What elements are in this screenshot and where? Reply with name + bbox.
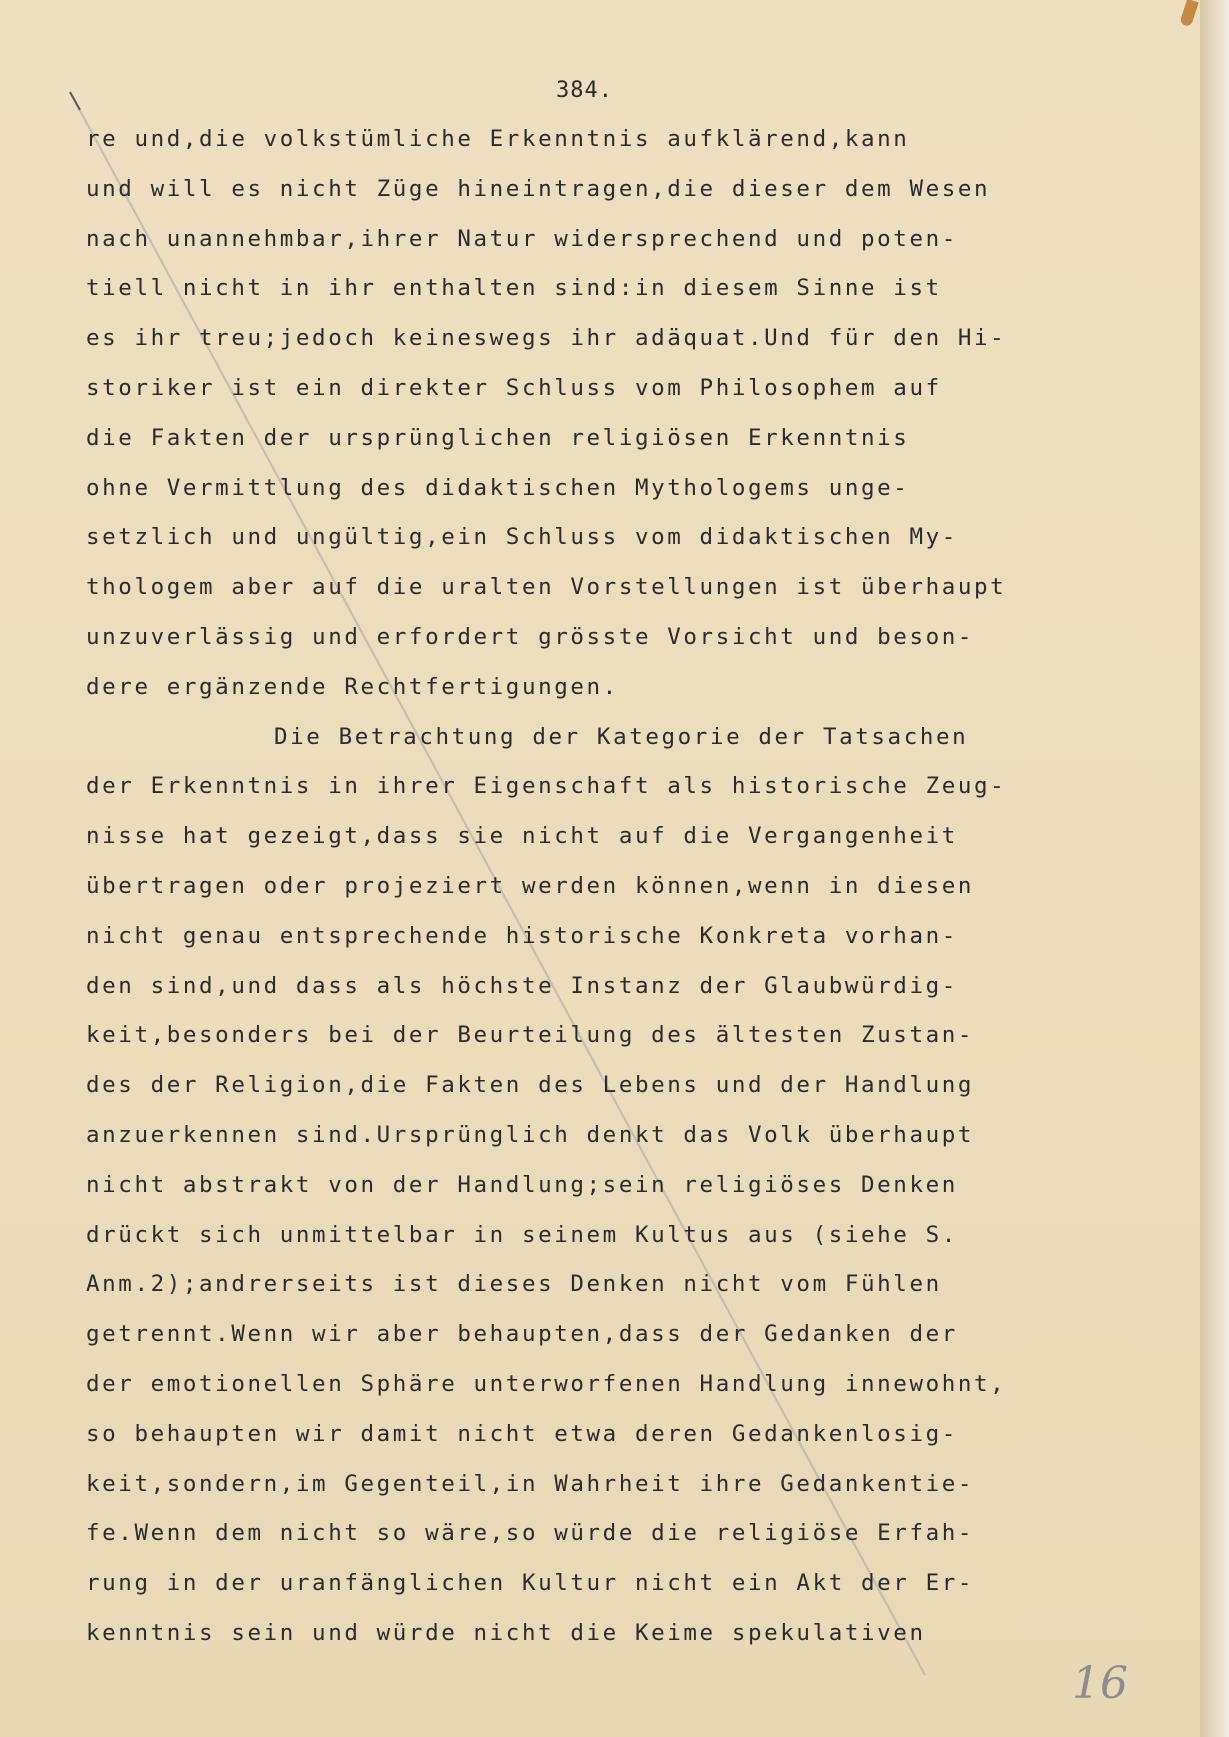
text-line: der emotionellen Sphäre unterworfenen Handlung innewohnt, (86, 1370, 1007, 1397)
text-line: setzlich und ungültig,ein Schluss vom didaktischen My- (86, 524, 958, 551)
text-line: fe.Wenn dem nicht so wäre,so würde die religiöse Erfah- (86, 1520, 975, 1547)
text-line: keit,besonders bei der Beurteilung des ältesten Zustan- (86, 1022, 975, 1049)
text-line: es ihr treu;jedoch keineswegs ihr adäquat.Und für den Hi- (86, 325, 1007, 352)
page-fold-edge (1200, 0, 1229, 1737)
text-line: unzuverlässig und erfordert grösste Vorsicht und beson- (86, 623, 975, 650)
text-line: anzuerkennen sind.Ursprünglich denkt das Volk überhaupt (86, 1121, 975, 1148)
text-line: tiell nicht in ihr enthalten sind:in diesem Sinne ist (86, 275, 942, 302)
text-line: nach unannehmbar,ihrer Natur widersprechend und poten- (86, 225, 958, 252)
text-line: so behaupten wir damit nicht etwa deren Gedankenlosig- (86, 1420, 958, 1447)
page-number: 384. (556, 78, 613, 103)
text-line: und will es nicht Züge hineintragen,die dieser dem Wesen (86, 175, 991, 202)
text-line: die Fakten der ursprünglichen religiösen Erkenntnis (86, 424, 910, 451)
text-line: ohne Vermittlung des didaktischen Mythologems unge- (86, 474, 910, 501)
text-line: storiker ist ein direkter Schluss vom Philosophem auf (86, 374, 942, 401)
text-line: des der Religion,die Fakten des Lebens und der Handlung (86, 1072, 975, 1099)
text-line: keit,sondern,im Gegenteil,in Wahrheit ihre Gedankentie- (86, 1470, 975, 1497)
text-line: kenntnis sein und würde nicht die Keime spekulativen (86, 1619, 926, 1646)
leaf-number: 16 (1072, 1658, 1128, 1709)
text-line: den sind,und dass als höchste Instanz der Glaubwürdig- (86, 972, 958, 999)
text-line: thologem aber auf die uralten Vorstellungen ist überhaupt (86, 574, 1007, 601)
text-line: nisse hat gezeigt,dass sie nicht auf die Vergangenheit (86, 823, 958, 850)
text-line: rung in der uranfänglichen Kultur nicht ein Akt der Er- (86, 1570, 975, 1597)
body-text (86, 126, 1007, 1672)
text-line: dere ergänzende Rechtfertigungen. (86, 673, 619, 700)
text-line: getrennt.Wenn wir aber behaupten,dass der Gedanken der (86, 1321, 958, 1348)
text-line: nicht abstrakt von der Handlung;sein religiöses Denken (86, 1171, 958, 1198)
text-line: übertragen oder projeziert werden können,wenn in diesen (86, 872, 975, 899)
text-line: der Erkenntnis in ihrer Eigenschaft als historische Zeug- (86, 773, 1007, 800)
text-line: re und,die volkstümliche Erkenntnis aufklärend,kann (86, 126, 910, 152)
paragraph-start-line: Die Betrachtung der Kategorie der Tatsachen (274, 723, 969, 750)
text-line: nicht genau entsprechende historische Konkreta vorhan- (86, 922, 958, 949)
text-line: drückt sich unmittelbar in seinem Kultus aus (siehe S. (86, 1221, 958, 1248)
text-line: Anm.2);andrerseits ist dieses Denken nicht vom Fühlen (86, 1271, 942, 1298)
